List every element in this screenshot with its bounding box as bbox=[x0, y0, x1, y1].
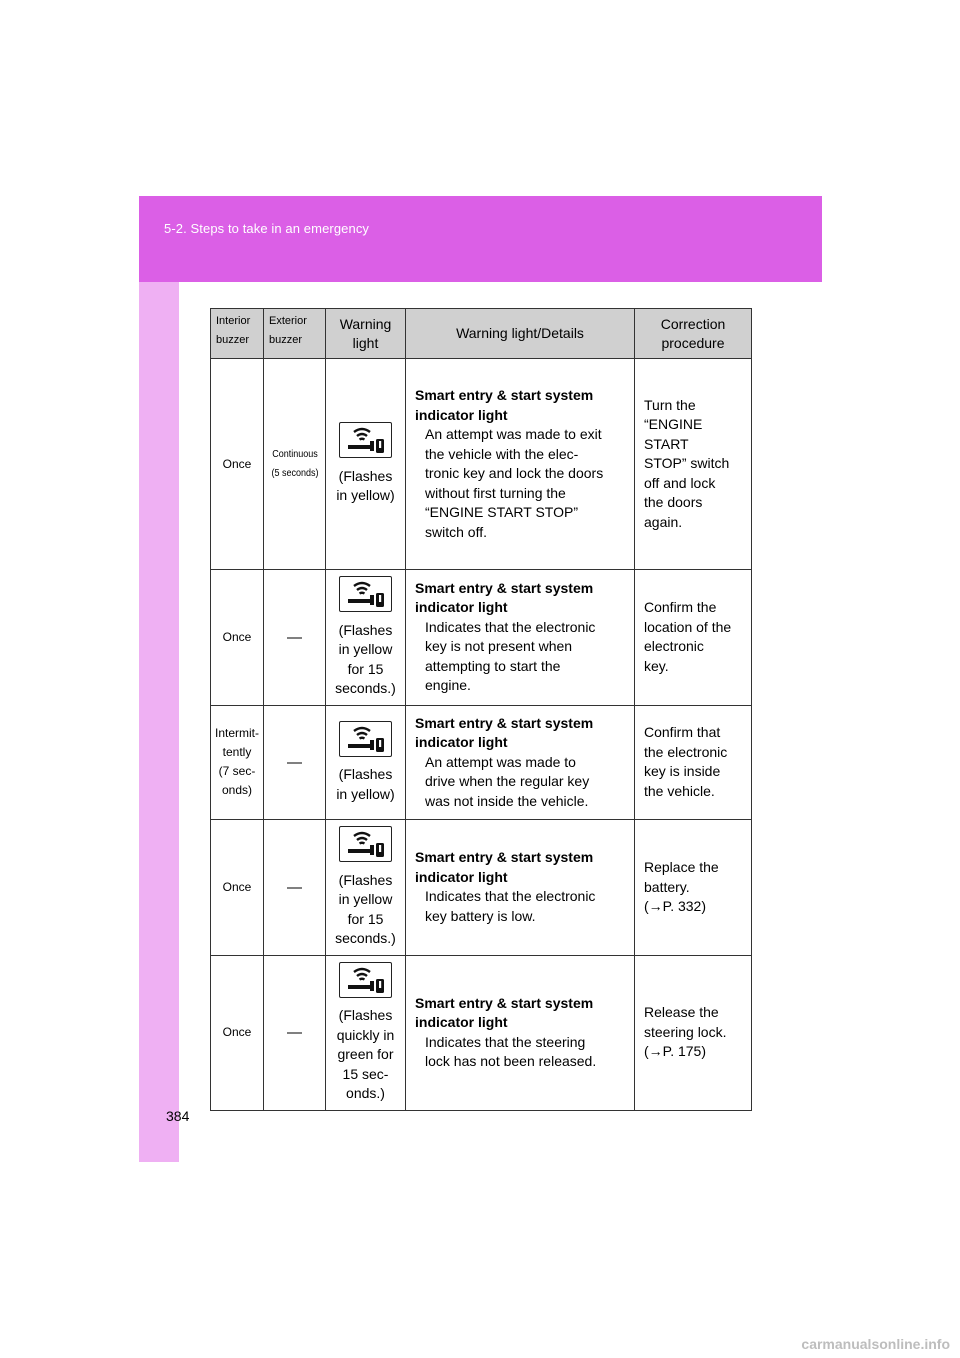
col-interior-buzzer: Interior buzzer bbox=[211, 309, 264, 359]
exterior-buzzer-cell bbox=[264, 820, 326, 956]
table-row bbox=[211, 955, 752, 1110]
text-line: (5 seconds) bbox=[270, 468, 319, 479]
text-line: 15 sec- bbox=[342, 1065, 389, 1082]
text-line: Confirm that bbox=[644, 724, 721, 741]
smart-key-indicator-icon bbox=[339, 422, 392, 458]
warning-light-cell bbox=[326, 705, 406, 820]
warning-light-cell bbox=[326, 955, 406, 1110]
detail-body bbox=[415, 425, 626, 542]
text-line: (→P. 175) bbox=[644, 1043, 706, 1060]
text-line: Smart entry & start system bbox=[415, 387, 594, 403]
smart-key-indicator-icon bbox=[339, 576, 392, 612]
text-line: switch off. bbox=[425, 523, 487, 540]
header-band bbox=[139, 196, 822, 282]
text-line: indicator light bbox=[415, 599, 508, 616]
text-line: was not inside the vehicle. bbox=[425, 792, 589, 809]
text-line: — bbox=[287, 628, 302, 646]
col-exterior-buzzer: Exterior buzzer bbox=[264, 309, 326, 359]
text-line: steering lock. bbox=[644, 1023, 727, 1040]
text-line: location of the bbox=[644, 618, 732, 635]
page-number: 384 bbox=[166, 1108, 190, 1124]
text-line: (Flashes bbox=[338, 766, 393, 782]
text-line: “ENGINE bbox=[644, 416, 703, 433]
text-line: Confirm the bbox=[644, 599, 717, 616]
exterior-buzzer-cell bbox=[264, 570, 326, 706]
text-line: — bbox=[287, 1024, 302, 1041]
text-line: tently bbox=[222, 745, 252, 760]
correction-cell bbox=[635, 955, 752, 1110]
text-line: Turn the bbox=[644, 396, 696, 413]
text-line: for 15 bbox=[347, 910, 384, 927]
text-line: Release the bbox=[644, 1004, 719, 1021]
details-cell bbox=[406, 820, 635, 956]
text-line: the electronic bbox=[644, 743, 728, 760]
text-line: key is not present when bbox=[425, 638, 573, 655]
text-line: in yellow) bbox=[336, 487, 395, 504]
details-cell bbox=[406, 570, 635, 706]
text-line: the vehicle with the elec- bbox=[425, 445, 579, 462]
exterior-buzzer-cell bbox=[267, 359, 323, 570]
text-line: engine. bbox=[425, 677, 471, 694]
correction-cell bbox=[635, 705, 752, 820]
exterior-buzzer-cell bbox=[264, 705, 326, 820]
detail-body bbox=[415, 618, 626, 696]
interior-buzzer-cell bbox=[211, 955, 264, 1110]
text-line: Once bbox=[222, 1025, 252, 1039]
table-row bbox=[211, 359, 752, 570]
text-line: indicator light bbox=[415, 1014, 508, 1030]
text-line: (Flashes bbox=[338, 871, 393, 888]
watermark: carmanualsonline.info bbox=[801, 1336, 950, 1352]
text-line: Indicates that the electronic bbox=[425, 888, 596, 905]
text-line: Once bbox=[222, 629, 252, 644]
text-line: Indicates that the electronic bbox=[425, 618, 596, 635]
text-line: Continuous bbox=[271, 449, 318, 460]
col-details: Warning light/Details bbox=[406, 309, 635, 359]
text-line: (Flashes bbox=[338, 467, 393, 484]
text-line: — bbox=[287, 878, 302, 896]
section-title: 5-2. Steps to take in an emergency bbox=[164, 221, 370, 236]
warning-light-cell bbox=[326, 359, 406, 570]
text-line: onds.) bbox=[346, 1085, 385, 1101]
text-line: Intermit- bbox=[214, 726, 259, 741]
side-tab-strip bbox=[139, 196, 179, 1162]
text-line: indicator light bbox=[415, 406, 508, 423]
detail-body bbox=[415, 887, 626, 926]
text-line: in yellow bbox=[338, 891, 393, 907]
warning-table bbox=[210, 308, 752, 1111]
warning-light-cell bbox=[326, 570, 406, 706]
table-row bbox=[211, 820, 752, 956]
text-line: off and lock bbox=[644, 474, 716, 491]
text-line: STOP” switch bbox=[644, 455, 730, 472]
text-line: Once bbox=[222, 879, 252, 894]
text-line: (Flashes bbox=[338, 1007, 393, 1023]
interior-buzzer-cell bbox=[211, 820, 264, 956]
text-line: indicator light bbox=[415, 868, 508, 885]
text-line: attempting to start the bbox=[425, 657, 561, 674]
text-line: drive when the regular key bbox=[425, 773, 590, 789]
text-line: seconds.) bbox=[335, 680, 396, 696]
details-cell bbox=[406, 955, 635, 1110]
table-row bbox=[211, 570, 752, 706]
detail-body bbox=[415, 753, 626, 812]
detail-title bbox=[415, 579, 626, 618]
text-line: (Flashes bbox=[338, 621, 393, 638]
detail-title bbox=[415, 994, 626, 1033]
text-line: Replace the bbox=[644, 859, 719, 875]
smart-key-indicator-icon bbox=[339, 721, 392, 757]
correction-cell bbox=[635, 820, 752, 956]
text-line: indicator light bbox=[415, 734, 508, 750]
text-line: START bbox=[644, 435, 689, 452]
text-line: Smart entry & start system bbox=[415, 714, 594, 731]
text-line: tronic key and lock the doors bbox=[425, 465, 604, 481]
text-line: for 15 bbox=[347, 660, 384, 677]
text-line: battery. bbox=[644, 878, 690, 895]
details-cell bbox=[406, 705, 635, 820]
text-line: quickly in bbox=[336, 1026, 395, 1043]
table-header-row bbox=[211, 309, 752, 359]
text-line: Smart entry & start system bbox=[415, 579, 594, 596]
text-line: onds) bbox=[221, 783, 253, 798]
warning-light-cell bbox=[326, 820, 406, 956]
interior-buzzer-cell bbox=[211, 359, 264, 570]
text-line: key. bbox=[644, 657, 669, 674]
smart-key-indicator-icon bbox=[339, 962, 392, 998]
text-line: in yellow bbox=[338, 641, 393, 657]
correction-cell bbox=[635, 359, 752, 570]
interior-buzzer-cell bbox=[211, 570, 264, 706]
detail-title bbox=[415, 714, 626, 753]
text-line: green for bbox=[337, 1046, 394, 1062]
text-line: Indicates that the steering bbox=[425, 1033, 586, 1050]
interior-buzzer-cell bbox=[211, 705, 264, 820]
text-line: Smart entry & start system bbox=[415, 849, 594, 866]
text-line: “ENGINE START STOP” bbox=[425, 504, 578, 520]
details-cell bbox=[406, 359, 635, 570]
text-line: (7 sec- bbox=[218, 764, 256, 779]
smart-key-indicator-icon bbox=[339, 826, 392, 862]
detail-title bbox=[415, 848, 626, 887]
text-line: without first turning the bbox=[425, 484, 566, 501]
col-correction: Correction procedure bbox=[635, 309, 752, 359]
text-line: in yellow) bbox=[336, 785, 395, 802]
text-line: (→P. 332) bbox=[644, 898, 706, 914]
text-line: again. bbox=[644, 513, 683, 530]
correction-cell bbox=[635, 570, 752, 706]
text-line: key battery is low. bbox=[425, 907, 536, 924]
text-line: An attempt was made to exit bbox=[425, 426, 602, 442]
detail-title bbox=[415, 386, 626, 425]
table-row bbox=[211, 705, 752, 820]
text-line: — bbox=[287, 753, 302, 771]
text-line: seconds.) bbox=[335, 930, 396, 946]
text-line: key is inside bbox=[644, 763, 721, 780]
exterior-buzzer-cell bbox=[264, 955, 326, 1110]
text-line: Smart entry & start system bbox=[415, 994, 594, 1011]
col-warning-light: Warning light bbox=[326, 309, 406, 359]
text-line: electronic bbox=[644, 638, 704, 655]
text-line: Once bbox=[222, 456, 252, 471]
text-line: the vehicle. bbox=[644, 782, 715, 799]
text-line: the doors bbox=[644, 494, 703, 511]
detail-body bbox=[415, 1033, 626, 1072]
text-line: lock has not been released. bbox=[425, 1053, 597, 1069]
text-line: An attempt was made to bbox=[425, 753, 576, 770]
